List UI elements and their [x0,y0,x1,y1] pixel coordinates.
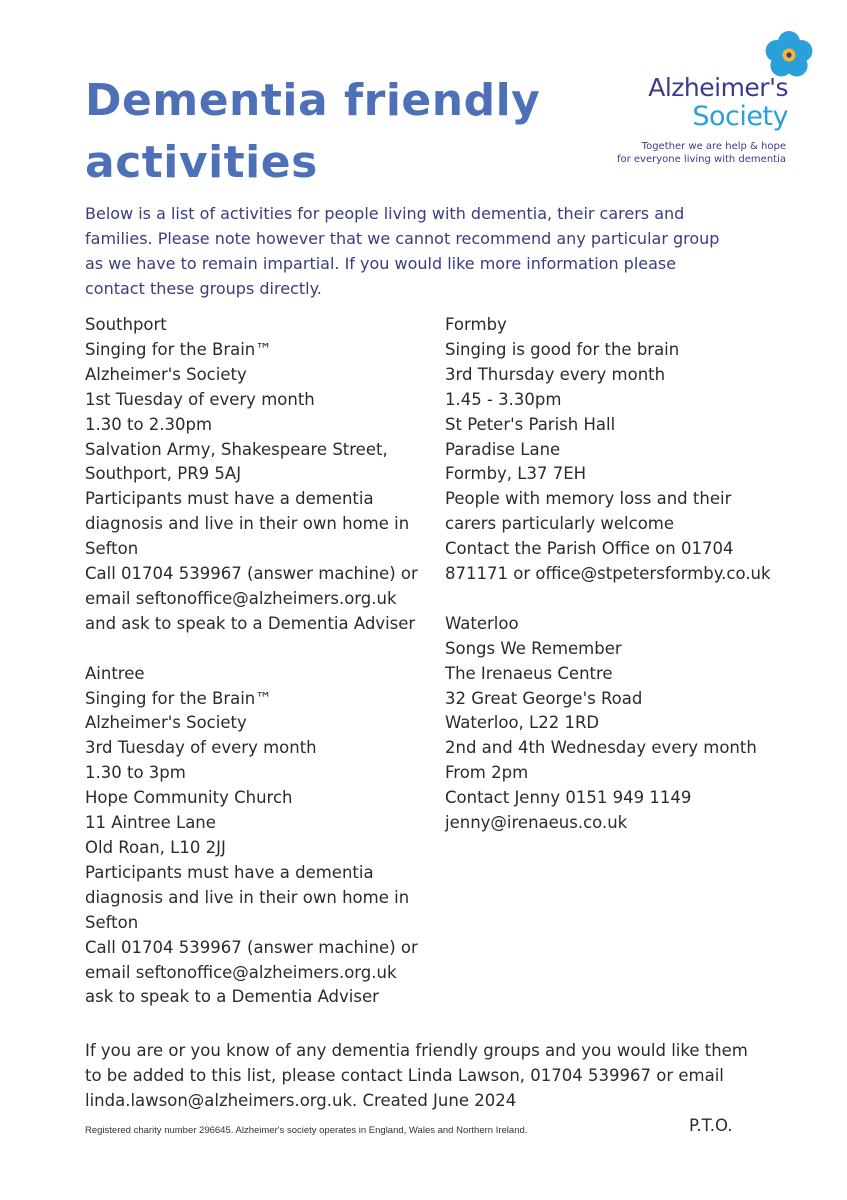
aintree-line: Sefton [85,912,139,932]
title-line-1: Dementia friendly [85,75,541,126]
logo-name-line-2: Society [692,101,788,132]
intro-line: families. Please note however that we cannot recommend any particular group [85,229,720,248]
southport-line: Singing for the Brain™ [85,339,272,359]
southport-line: Call 01704 539967 (answer machine) or [85,564,418,584]
formby-section [445,313,790,587]
formby-line: Singing is good for the brain [445,339,680,359]
footer-note [85,1038,785,1138]
southport-line: Salvation Army, Shakespeare Street, [85,439,388,459]
formby-line: Formby, L37 7EH [445,464,587,484]
southport-line: Alzheimer's Society [85,364,247,384]
waterloo-line: From 2pm [445,763,529,783]
aintree-line: Alzheimer's Society [85,713,247,733]
alzheimers-society-logo [612,28,794,173]
waterloo-line: Waterloo, L22 1RD [445,713,600,733]
aintree-line: Call 01704 539967 (answer machine) or [85,937,418,957]
flower-center-dot [786,52,791,57]
title-line-2: activities [85,137,318,188]
southport-line: 1.30 to 2.30pm [85,414,213,434]
footer-line: If you are or you know of any dementia friendly groups and you would like them [85,1041,748,1060]
formby-line: 1.45 - 3.30pm [445,389,562,409]
waterloo-line: Songs We Remember [445,638,622,658]
intro-line: Below is a list of activities for people living with dementia, their carers and [85,204,685,223]
section-spacer [445,587,790,612]
aintree-line: 3rd Tuesday of every month [85,738,317,758]
formby-line: carers particularly welcome [445,514,675,534]
southport-line: Southport, PR9 5AJ [85,464,242,484]
aintree-line: Old Roan, L10 2JJ [85,838,226,858]
formby-line: People with memory loss and their [445,489,732,509]
waterloo-line: Contact Jenny 0151 949 1149 [445,788,692,808]
aintree-line: ask to speak to a Dementia Adviser [85,987,379,1007]
logo-tagline-line-2: for everyone living with dementia [616,154,786,165]
aintree-heading: Aintree [85,663,145,683]
formby-line: 3rd Thursday every month [445,364,666,384]
logo-wordmark [648,73,788,131]
waterloo-line: The Irenaeus Centre [445,663,613,683]
formby-line: Contact the Parish Office on 01704 [445,539,734,559]
page-title [85,70,585,194]
southport-line: diagnosis and live in their own home in [85,514,410,534]
waterloo-heading: Waterloo [445,613,519,633]
waterloo-line: 32 Great George's Road [445,688,643,708]
waterloo-line: jenny@irenaeus.co.uk [445,813,628,833]
right-column [445,313,790,836]
aintree-line: 11 Aintree Lane [85,813,216,833]
southport-line: Participants must have a dementia [85,489,374,509]
waterloo-section [445,612,790,836]
intro-line: contact these groups directly. [85,279,322,298]
aintree-line: Hope Community Church [85,788,293,808]
southport-section [85,313,430,637]
aintree-line: email seftonoffice@alzheimers.org.uk [85,962,397,982]
section-spacer [85,637,430,662]
aintree-line: 1.30 to 3pm [85,763,186,783]
formby-line: St Peter's Parish Hall [445,414,616,434]
southport-line: and ask to speak to a Dementia Adviser [85,613,416,633]
logo-tagline-line-1: Together we are help & hope [641,141,786,152]
footer-line: to be added to this list, please contact Linda Lawson, 01704 539967 or email [85,1066,724,1085]
southport-line: email seftonoffice@alzheimers.org.uk [85,588,397,608]
pto-label: P.T.O. [689,1116,733,1135]
southport-line: 1st Tuesday of every month [85,389,315,409]
waterloo-line: 2nd and 4th Wednesday every month [445,738,757,758]
left-column [85,313,430,1010]
logo-tagline [617,140,786,166]
aintree-line: Singing for the Brain™ [85,688,272,708]
aintree-section [85,662,430,1011]
footer-line: linda.lawson@alzheimers.org.uk. Created June 2024 [85,1091,517,1110]
formby-heading: Formby [445,315,507,334]
logo-name-line-1: Alzheimer's [648,73,788,102]
formby-line: 871171 or office@stpetersformby.co.uk [445,564,771,584]
southport-line: Sefton [85,539,139,559]
southport-heading: Southport [85,315,167,334]
aintree-line: diagnosis and live in their own home in [85,887,410,907]
formby-line: Paradise Lane [445,439,561,459]
intro-paragraph [85,201,805,301]
intro-line: as we have to remain impartial. If you would like more information please [85,254,677,273]
charity-notice: Registered charity number 296645. Alzheimer's society operates in England, Wales and Northern Ireland. [85,1125,528,1136]
aintree-line: Participants must have a dementia [85,862,374,882]
